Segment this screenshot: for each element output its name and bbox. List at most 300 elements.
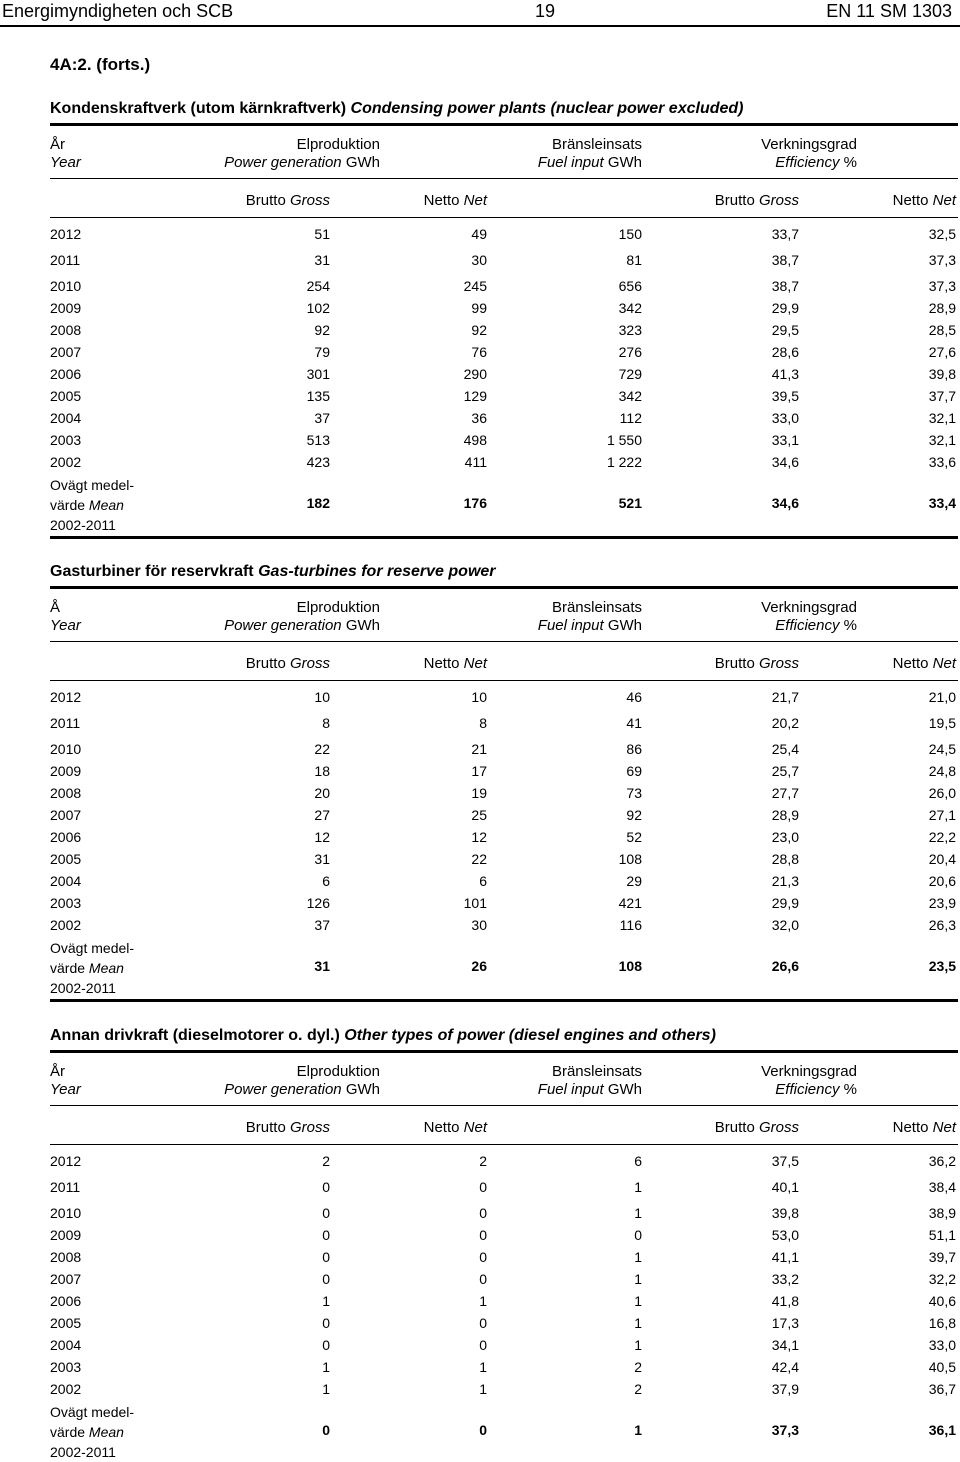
efficiency-net-cell: 36,7 [928,1381,956,1397]
fuel-label-sv: Bränsleinsats [551,1063,642,1080]
efficiency-net-cell: 37,3 [928,252,956,268]
efficiency-label-sv: Verkningsgrad [761,599,857,616]
power-gross-cell: 51 [314,226,330,242]
efficiency-gross-cell: 41,3 [771,366,799,382]
header-rule [50,1105,958,1106]
section-title [50,563,496,581]
power-net-cell: 0 [479,1337,487,1353]
year-cell: 2009 [50,763,82,779]
power-net-cell: 22 [471,851,487,867]
fuel-input-cell: 29 [626,873,642,889]
year-cell: 2005 [50,1315,82,1331]
power-gross-cell: 0 [322,1179,330,1195]
power-gross-cell: 92 [314,322,330,338]
efficiency-net-cell: 26,0 [928,785,956,801]
year-cell: 2008 [50,322,82,338]
elprod-label-en: Power generation GWh [224,154,380,171]
efficiency-net-cell: 39,7 [928,1249,956,1265]
table-row [0,388,960,408]
elprod-label-sv: Elproduktion [296,136,380,153]
table-row [0,715,960,735]
table-row [0,1153,960,1173]
year-cell: 2002 [50,454,82,470]
section-bottom-rule [50,536,958,539]
efficiency-net-cell: 23,9 [928,895,956,911]
table-row [0,1271,960,1291]
table-row [0,689,960,709]
fuel-input-cell: 1 [634,1179,642,1195]
efficiency-gross-cell: 41,1 [771,1249,799,1265]
mean-row [0,1402,960,1462]
fuel-input-cell: 6 [634,1153,642,1169]
efficiency-gross-cell: 39,5 [771,388,799,404]
table-row [0,895,960,915]
efficiency-gross-cell: 25,4 [771,741,799,757]
efficiency-gross-cell: 25,7 [771,763,799,779]
year-cell: 2002 [50,917,82,933]
efficiency-gross-cell: 29,9 [771,300,799,316]
table-subtitle: 4A:2. (forts.) [50,55,151,74]
netto-subheader: Netto Net [423,655,487,672]
efficiency-gross-cell: 27,7 [771,785,799,801]
efficiency-gross-cell: 28,8 [771,851,799,867]
efficiency-gross-cell: 32,0 [771,917,799,933]
table-row [0,226,960,246]
year-cell: 2011 [50,1179,81,1195]
efficiency-gross-cell: 38,7 [771,252,799,268]
section-title-en: Condensing power plants (nuclear power excluded) [350,100,744,117]
year-cell: 2010 [50,741,82,757]
efficiency-net-cell: 28,5 [928,322,956,338]
efficiency-net-cell: 32,5 [928,226,956,242]
fuel-input-cell: 1 [634,1293,642,1309]
fuel-input-cell: 1 [634,1337,642,1353]
table-row [0,300,960,320]
table-row [0,1315,960,1335]
mean-efficiency-net: 36,1 [928,1422,956,1438]
efficiency-gross-cell: 20,2 [771,715,799,731]
power-net-cell: 290 [463,366,487,382]
fuel-input-cell: 1 [634,1315,642,1331]
year-label-en: Year [50,154,81,171]
section-top-rule [50,1050,958,1053]
efficiency-net-cell: 20,6 [928,873,956,889]
table-row [0,1179,960,1199]
power-net-cell: 25 [471,807,487,823]
table-row [0,454,960,474]
power-gross-cell: 10 [314,689,330,705]
header-rule [50,178,958,179]
fuel-input-cell: 729 [618,366,642,382]
efficiency-net-cell: 39,8 [928,366,956,382]
efficiency-gross-cell: 33,2 [771,1271,799,1287]
efficiency-gross-cell: 29,9 [771,895,799,911]
mean-efficiency-gross: 34,6 [771,495,799,511]
power-gross-cell: 20 [314,785,330,801]
efficiency-gross-cell: 17,3 [771,1315,799,1331]
fuel-label-en: Fuel input GWh [537,154,642,171]
table-row [0,1359,960,1379]
efficiency-net-cell: 33,0 [928,1337,956,1353]
year-label-en: Year [50,1081,81,1098]
table-row [0,851,960,871]
mean-fuel-input: 1 [634,1422,642,1438]
table-row [0,807,960,827]
power-net-cell: 12 [471,829,487,845]
table-row [0,829,960,849]
year-cell: 2004 [50,410,82,426]
power-gross-cell: 301 [306,366,330,382]
section-title [50,100,744,118]
efficiency-gross-cell: 33,7 [771,226,799,242]
power-net-cell: 0 [479,1227,487,1243]
efficiency-gross-cell: 28,9 [771,807,799,823]
mean-row [0,475,960,535]
power-gross-cell: 8 [322,715,330,731]
power-gross-cell: 79 [314,344,330,360]
efficiency-net-cell: 19,5 [928,715,956,731]
section-title-en: Other types of power (diesel engines and others) [344,1027,716,1044]
power-gross-cell: 0 [322,1227,330,1243]
year-cell: 2007 [50,344,82,360]
mean-label: Ovägt medel- värde Mean 2002-2011 [50,477,135,533]
power-gross-cell: 0 [322,1249,330,1265]
fuel-input-cell: 41 [626,715,642,731]
year-cell: 2004 [50,873,82,889]
efficiency-gross-cell: 23,0 [771,829,799,845]
efficiency-gross-cell: 29,5 [771,322,799,338]
power-gross-cell: 102 [306,300,330,316]
efficiency-net-cell: 37,7 [928,388,956,404]
fuel-input-cell: 92 [626,807,642,823]
brutto-subheader: Brutto Gross [714,655,799,672]
year-label-sv: Å [50,599,61,616]
mean-fuel-input: 521 [618,495,642,511]
efficiency-net-cell: 37,3 [928,278,956,294]
table-row [0,763,960,783]
mean-efficiency-gross: 26,6 [771,958,799,974]
efficiency-label-sv: Verkningsgrad [761,136,857,153]
power-net-cell: 30 [471,252,487,268]
efficiency-gross-cell: 34,1 [771,1337,799,1353]
section-bottom-rule [50,999,958,1002]
efficiency-gross-cell: 41,8 [771,1293,799,1309]
power-gross-cell: 1 [322,1359,330,1375]
fuel-label-en: Fuel input GWh [537,1081,642,1098]
fuel-input-cell: 342 [618,388,642,404]
mean-row [0,938,960,998]
power-net-cell: 1 [479,1381,487,1397]
mean-power-gross: 0 [322,1422,330,1438]
power-gross-cell: 254 [306,278,330,294]
fuel-input-cell: 1 222 [606,454,642,470]
power-net-cell: 21 [471,741,487,757]
efficiency-gross-cell: 38,7 [771,278,799,294]
fuel-input-cell: 81 [626,252,642,268]
power-gross-cell: 27 [314,807,330,823]
fuel-label-sv: Bränsleinsats [551,136,642,153]
header-publisher: Energimyndigheten och SCB [2,1,234,21]
table-row [0,1293,960,1313]
efficiency-net-cell: 36,2 [928,1153,956,1169]
efficiency-net-cell: 26,3 [928,917,956,933]
table-row [0,322,960,342]
power-net-cell: 245 [463,278,487,294]
efficiency-net-cell: 32,2 [928,1271,956,1287]
efficiency-net-cell: 38,4 [928,1179,956,1195]
fuel-input-cell: 2 [634,1381,642,1397]
fuel-input-cell: 2 [634,1359,642,1375]
efficiency-gross-cell: 53,0 [771,1227,799,1243]
power-net-cell: 6 [479,873,487,889]
table-row [0,873,960,893]
fuel-input-cell: 421 [618,895,642,911]
fuel-input-cell: 276 [618,344,642,360]
efficiency-net-cell: 27,6 [928,344,956,360]
mean-power-net: 26 [471,958,487,974]
netto-subheader: Netto Net [892,655,956,672]
year-cell: 2008 [50,785,82,801]
power-net-cell: 0 [479,1249,487,1265]
subheader-rule [50,217,958,218]
mean-efficiency-net: 23,5 [928,958,956,974]
power-net-cell: 101 [463,895,487,911]
power-net-cell: 0 [479,1271,487,1287]
netto-subheader: Netto Net [892,192,956,209]
power-gross-cell: 0 [322,1337,330,1353]
efficiency-net-cell: 24,8 [928,763,956,779]
fuel-input-cell: 150 [618,226,642,242]
power-net-cell: 19 [471,785,487,801]
efficiency-net-cell: 38,9 [928,1205,956,1221]
power-gross-cell: 126 [306,895,330,911]
elprod-label-en: Power generation GWh [224,1081,380,1098]
power-gross-cell: 18 [314,763,330,779]
table-row [0,1227,960,1247]
year-cell: 2006 [50,1293,82,1309]
brutto-subheader: Brutto Gross [245,655,330,672]
mean-efficiency-gross: 37,3 [771,1422,799,1438]
efficiency-net-cell: 24,5 [928,741,956,757]
year-cell: 2007 [50,807,82,823]
efficiency-net-cell: 51,1 [928,1227,956,1243]
efficiency-net-cell: 40,5 [928,1359,956,1375]
subheader-rule [50,1144,958,1145]
efficiency-label-en: Efficiency % [775,154,857,171]
efficiency-gross-cell: 39,8 [771,1205,799,1221]
year-label-en: Year [50,617,81,634]
year-label-sv: År [50,136,65,153]
power-gross-cell: 37 [314,917,330,933]
elprod-label-en: Power generation GWh [224,617,380,634]
efficiency-gross-cell: 42,4 [771,1359,799,1375]
year-label-sv: År [50,1063,65,1080]
year-cell: 2012 [50,689,82,705]
section-title-sv: Kondenskraftverk (utom kärnkraftverk) [50,100,347,117]
efficiency-net-cell: 32,1 [928,432,956,448]
power-net-cell: 49 [471,226,487,242]
efficiency-gross-cell: 33,1 [771,432,799,448]
fuel-input-cell: 108 [618,851,642,867]
efficiency-net-cell: 20,4 [928,851,956,867]
power-net-cell: 36 [471,410,487,426]
fuel-input-cell: 342 [618,300,642,316]
mean-fuel-input: 108 [618,958,642,974]
table-row [0,1205,960,1225]
section-title-sv: Gasturbiner för reservkraft [50,563,254,580]
power-net-cell: 1 [479,1293,487,1309]
year-cell: 2008 [50,1249,82,1265]
fuel-input-cell: 46 [626,689,642,705]
netto-subheader: Netto Net [892,1119,956,1136]
power-gross-cell: 31 [314,252,330,268]
efficiency-gross-cell: 37,9 [771,1381,799,1397]
power-net-cell: 0 [479,1315,487,1331]
year-cell: 2005 [50,388,82,404]
table-row [0,917,960,937]
header-rule [50,641,958,642]
power-net-cell: 10 [471,689,487,705]
fuel-input-cell: 1 [634,1249,642,1265]
year-cell: 2003 [50,1359,82,1375]
efficiency-net-cell: 40,6 [928,1293,956,1309]
efficiency-net-cell: 16,8 [928,1315,956,1331]
fuel-input-cell: 73 [626,785,642,801]
year-cell: 2006 [50,829,82,845]
year-cell: 2012 [50,1153,82,1169]
brutto-subheader: Brutto Gross [714,192,799,209]
year-cell: 2002 [50,1381,82,1397]
table-row [0,344,960,364]
elprod-label-sv: Elproduktion [296,1063,380,1080]
year-cell: 2011 [50,252,81,268]
efficiency-net-cell: 21,0 [928,689,956,705]
brutto-subheader: Brutto Gross [245,192,330,209]
fuel-input-cell: 0 [634,1227,642,1243]
efficiency-gross-cell: 28,6 [771,344,799,360]
fuel-input-cell: 52 [626,829,642,845]
power-net-cell: 411 [464,454,487,470]
power-net-cell: 99 [471,300,487,316]
header-divider [0,25,960,27]
year-cell: 2009 [50,1227,82,1243]
fuel-input-cell: 69 [626,763,642,779]
power-gross-cell: 1 [322,1293,330,1309]
year-cell: 2012 [50,226,82,242]
netto-subheader: Netto Net [423,1119,487,1136]
efficiency-gross-cell: 33,0 [771,410,799,426]
year-cell: 2011 [50,715,81,731]
power-net-cell: 498 [463,432,487,448]
mean-power-net: 176 [463,495,487,511]
power-gross-cell: 1 [322,1381,330,1397]
fuel-input-cell: 112 [619,410,642,426]
efficiency-label-en: Efficiency % [775,1081,857,1098]
elprod-label-sv: Elproduktion [296,599,380,616]
netto-subheader: Netto Net [423,192,487,209]
year-cell: 2007 [50,1271,82,1287]
power-net-cell: 1 [479,1359,487,1375]
efficiency-net-cell: 22,2 [928,829,956,845]
brutto-subheader: Brutto Gross [714,1119,799,1136]
efficiency-gross-cell: 21,7 [771,689,799,705]
brutto-subheader: Brutto Gross [245,1119,330,1136]
table-row [0,785,960,805]
power-net-cell: 30 [471,917,487,933]
year-cell: 2009 [50,300,82,316]
fuel-label-sv: Bränsleinsats [551,599,642,616]
power-gross-cell: 423 [306,454,330,470]
page-header [0,0,960,24]
header-page-number: 19 [535,1,556,21]
efficiency-gross-cell: 37,5 [771,1153,799,1169]
efficiency-gross-cell: 34,6 [771,454,799,470]
efficiency-net-cell: 28,9 [928,300,956,316]
table-row [0,741,960,761]
section-title-en: Gas-turbines for reserve power [258,563,496,580]
power-net-cell: 0 [479,1205,487,1221]
table-row [0,410,960,430]
table-row [0,1381,960,1401]
fuel-input-cell: 116 [619,917,642,933]
power-gross-cell: 22 [314,741,330,757]
subheader-rule [50,680,958,681]
section-top-rule [50,586,958,589]
efficiency-label-sv: Verkningsgrad [761,1063,857,1080]
section-title-sv: Annan drivkraft (dieselmotorer o. dyl.) [50,1027,340,1044]
mean-label: Ovägt medel- värde Mean 2002-2011 [50,1404,135,1460]
power-gross-cell: 6 [322,873,330,889]
efficiency-gross-cell: 21,3 [771,873,799,889]
table-row [0,1337,960,1357]
power-net-cell: 8 [479,715,487,731]
power-net-cell: 17 [471,763,487,779]
power-gross-cell: 31 [314,851,330,867]
fuel-input-cell: 1 [634,1205,642,1221]
power-net-cell: 2 [479,1153,487,1169]
power-gross-cell: 0 [322,1271,330,1287]
fuel-input-cell: 323 [618,322,642,338]
year-cell: 2003 [50,895,82,911]
power-gross-cell: 0 [322,1205,330,1221]
table-row [0,1249,960,1269]
section-top-rule [50,123,958,126]
mean-power-gross: 31 [314,958,330,974]
efficiency-gross-cell: 40,1 [771,1179,799,1195]
fuel-input-cell: 656 [618,278,642,294]
mean-efficiency-net: 33,4 [928,495,956,511]
table-row [0,278,960,298]
year-cell: 2010 [50,1205,82,1221]
power-gross-cell: 0 [322,1315,330,1331]
efficiency-net-cell: 33,6 [928,454,956,470]
year-cell: 2004 [50,1337,82,1353]
fuel-input-cell: 1 [634,1271,642,1287]
power-gross-cell: 513 [306,432,330,448]
power-gross-cell: 37 [314,410,330,426]
mean-power-net: 0 [479,1422,487,1438]
year-cell: 2006 [50,366,82,382]
power-net-cell: 92 [471,322,487,338]
year-cell: 2005 [50,851,82,867]
power-net-cell: 76 [471,344,487,360]
efficiency-net-cell: 32,1 [928,410,956,426]
power-gross-cell: 12 [314,829,330,845]
efficiency-net-cell: 27,1 [928,807,956,823]
efficiency-label-en: Efficiency % [775,617,857,634]
mean-power-gross: 182 [306,495,330,511]
power-gross-cell: 2 [322,1153,330,1169]
